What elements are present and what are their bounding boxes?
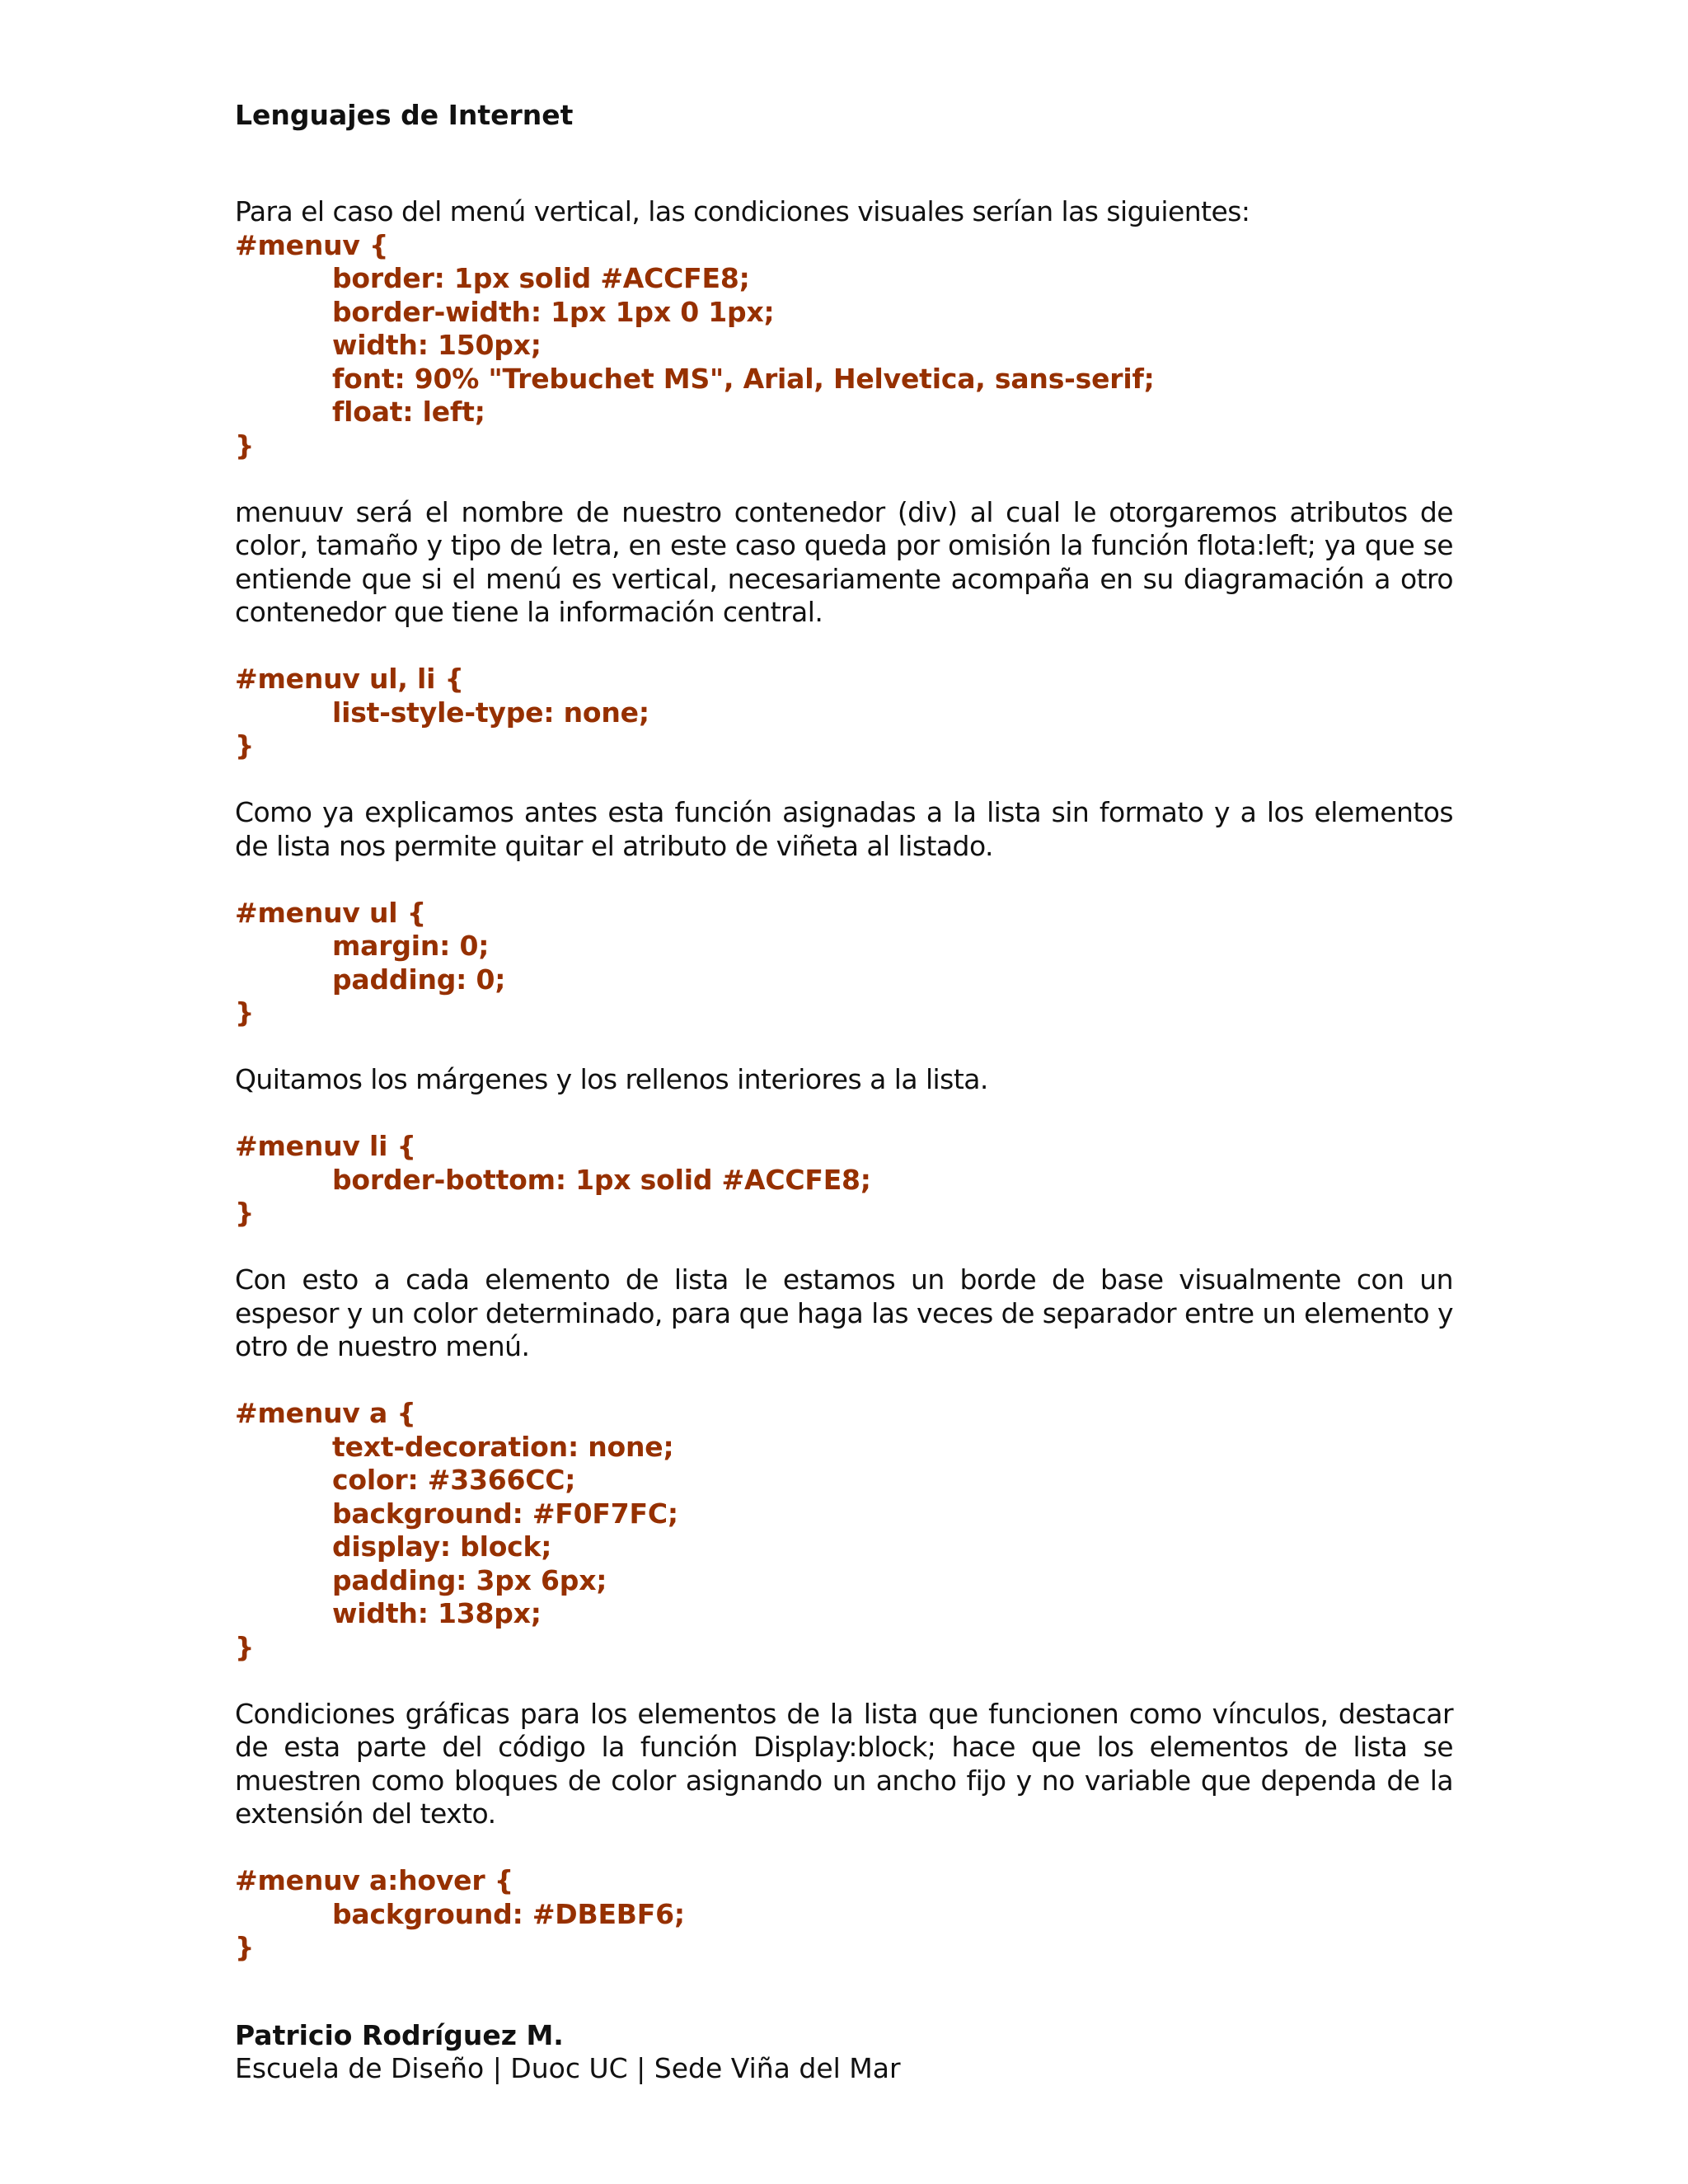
- code-line: float: left;: [332, 396, 485, 428]
- code-block-menuv-ul-li: [235, 663, 1453, 763]
- code-block-menuv-li: [235, 1130, 1453, 1230]
- code-line: #menuv a {: [235, 1397, 416, 1429]
- code-line: text-decoration: none;: [332, 1430, 674, 1463]
- code-block-menuv-a-hover: [235, 1864, 1453, 1965]
- code-line: }: [235, 1931, 255, 1963]
- code-line: background: #F0F7FC;: [332, 1497, 678, 1530]
- code-line: width: 138px;: [332, 1597, 542, 1629]
- document-body: [235, 195, 1453, 1965]
- page-footer: [235, 2019, 901, 2085]
- page-header-title: Lenguajes de Internet: [235, 99, 574, 131]
- body-paragraph: Quitamos los márgenes y los rellenos interiores a la lista.: [235, 1063, 988, 1095]
- body-paragraph: Como ya explicamos antes esta función asignadas a la lista sin formato y a los elementos de lista nos permite quitar el atributo de viñeta al listado.: [235, 796, 1453, 862]
- code-line: font: 90% "Trebuchet MS", Arial, Helvetica, sans-serif;: [332, 362, 1155, 395]
- code-line: #menuv ul, li {: [235, 663, 464, 695]
- body-paragraph: menuuv será el nombre de nuestro contenedor (div) al cual le otorgaremos atributos de color, tamaño y tipo de letra, en este caso queda por omisión la función flota:left; ya que se entiende que si el menú es vertical, necesariamente acompaña en su diagramación a otro contenedor que tiene la información central.: [235, 495, 1453, 628]
- code-line: border: 1px solid #ACCFE8;: [332, 262, 750, 294]
- code-line: list-style-type: none;: [332, 696, 649, 729]
- code-line: border-bottom: 1px solid #ACCFE8;: [332, 1163, 871, 1196]
- intro-paragraph: Para el caso del menú vertical, las condiciones visuales serían las siguientes:: [235, 195, 1250, 227]
- code-line: }: [235, 996, 255, 1029]
- code-line: padding: 0;: [332, 963, 506, 996]
- code-line: }: [235, 1197, 255, 1229]
- code-line: #menuv li {: [235, 1130, 416, 1162]
- code-line: border-width: 1px 1px 0 1px;: [332, 295, 775, 328]
- code-block-menuv-ul: [235, 897, 1453, 1030]
- code-line: margin: 0;: [332, 930, 490, 962]
- code-line: #menuv ul {: [235, 896, 426, 929]
- code-line: }: [235, 729, 255, 762]
- body-paragraph: Condiciones gráficas para los elementos de la lista que funcionen como vínculos, destacar de esta parte del código la función Display:block; hace que los elementos de lista se muestren como bloques de color asignando un ancho fijo y no variable que dependa de la extensión del texto.: [235, 1697, 1453, 1830]
- code-line: #menuv a:hover {: [235, 1864, 513, 1896]
- code-line: padding: 3px 6px;: [332, 1563, 607, 1596]
- body-paragraph: Con esto a cada elemento de lista le estamos un borde de base visualmente con un espesor y un color determinado, para que haga las veces de separador entre un elemento y otro de nuestro menú.: [235, 1263, 1453, 1362]
- code-line: }: [235, 429, 255, 462]
- code-line: background: #DBEBF6;: [332, 1897, 685, 1930]
- code-line: #menuv {: [235, 228, 389, 261]
- code-block-menuv: [235, 229, 1453, 463]
- code-line: color: #3366CC;: [332, 1464, 576, 1496]
- code-block-menuv-a: [235, 1397, 1453, 1664]
- author-name: Patricio Rodríguez M.: [235, 2019, 564, 2051]
- code-line: width: 150px;: [332, 329, 542, 361]
- author-affiliation: Escuela de Diseño | Duoc UC | Sede Viña del Mar: [235, 2052, 901, 2084]
- code-line: display: block;: [332, 1530, 552, 1563]
- code-line: }: [235, 1630, 255, 1663]
